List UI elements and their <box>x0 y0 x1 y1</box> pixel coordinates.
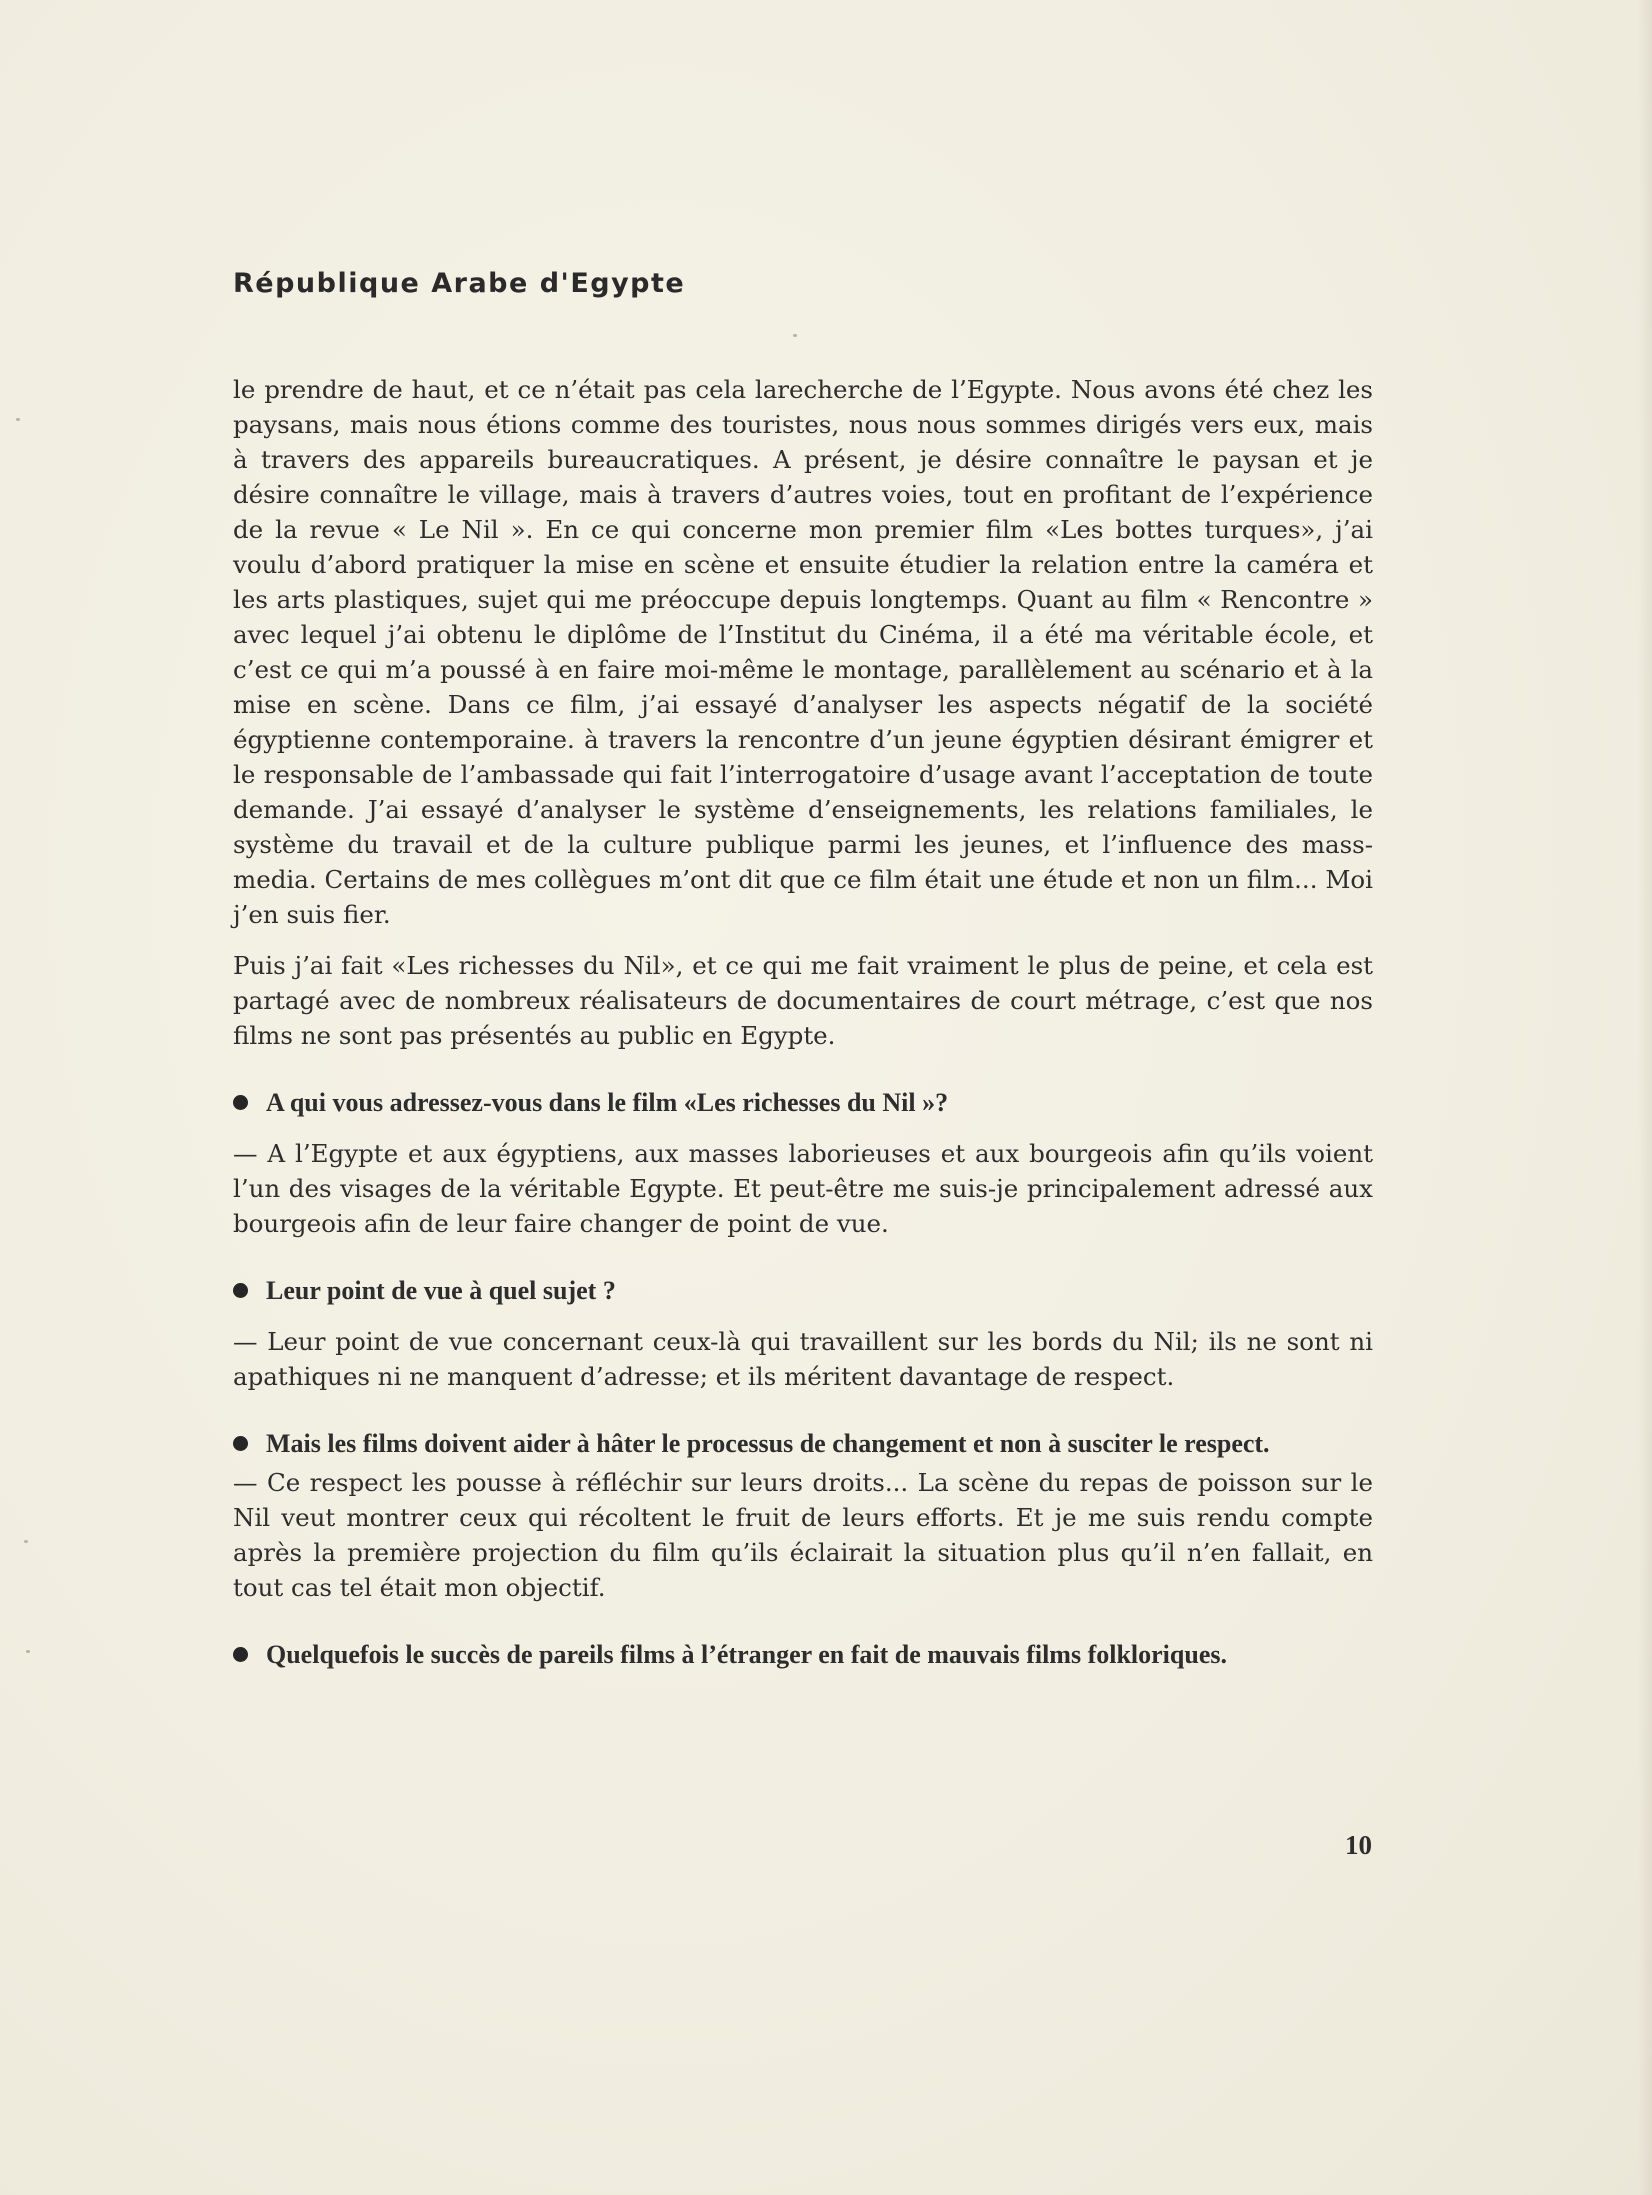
paper-speck <box>793 334 797 337</box>
paper-speck <box>16 418 20 421</box>
bullet-icon <box>233 1095 248 1110</box>
question-text: Quelquefois le succès de pareils films à l’étranger en fait de mauvais films folkloriques. <box>266 1640 1227 1669</box>
answer-paragraph: — Ce respect les pousse à réfléchir sur leurs droits... La scène du repas de poisson sur le Nil veut montrer ceux qui récoltent le fruit de leurs efforts. Et je me suis rendu compte après la première projection du film qu’ils éclairait la situation plus qu’il n’en fallait, en tout cas tel était mon objectif. <box>233 1468 1373 1602</box>
bullet-icon <box>233 1647 248 1662</box>
answer-paragraph: — A l’Egypte et aux égyptiens, aux masses laborieuses et aux bourgeois afin qu’ils voient l’un des visages de la véritable Egypte. Et peut-être me suis-je principalement adressé aux bourgeois afin de leur faire changer de point de vue. <box>233 1139 1373 1238</box>
answer-paragraph: le prendre de haut, et ce n’était pas cela larecherche de l’Egypte. Nous avons été chez les paysans, mais nous étions comme des touristes, nous nous sommes dirigés vers eux, mais à travers des appareils bureaucratiques. A présent, je désire connaître le paysan et je désire connaître le village, mais à travers d’autres voies, tout en profitant de l’expérience de la revue « Le Nil ». En ce qui concerne mon premier film «Les bottes turques», j’ai voulu d’abord pratiquer la mise en scène et ensuite étudier la relation entre la caméra et les arts plastiques, sujet qui me préoccupe depuis longtemps. Quant au film « Rencontre » avec lequel j’ai obtenu le diplôme de l’Institut du Cinéma, il a été ma véritable école, et c’est ce qui m’a poussé à en faire moi-même le montage, parallèlement au scénario et à la mise en scène. Dans ce film, j’ai essayé d’analyser les aspects négatif de la société égyptienne contemporaine. à travers la rencontre d’un jeune égyptien désirant émigrer et le responsable de l’ambassade qui fait l’interrogatoire d’usage avant l’acceptation de toute demande. J’ai essayé d’analyser le système d’enseignements, les relations familiales, le système du travail et de la culture publique parmi les jeunes, et l’influence des mass-media. Certains de mes collègues m’ont dit que ce film était une étude et non un film... Moi j’en suis fier. <box>233 375 1373 929</box>
bullet-icon <box>233 1436 248 1451</box>
answer-paragraph: — Leur point de vue concernant ceux-là qui travaillent sur les bords du Nil; ils ne sont ni apathiques ni ne manquent d’adresse; et ils méritent davantage de respect. <box>233 1327 1373 1391</box>
question-paragraph <box>233 1085 1373 1120</box>
question-paragraph <box>233 1637 1373 1672</box>
question-text: A qui vous adressez-vous dans le film «Les richesses du Nil »? <box>266 1088 949 1117</box>
paper-speck <box>24 1540 28 1543</box>
running-head: République Arabe d'Egypte <box>233 268 686 299</box>
question-paragraph <box>233 1273 1373 1308</box>
question-text: Mais les films doivent aider à hâter le processus de changement et non à susciter le respect. <box>266 1429 1270 1458</box>
page-edge-shadow <box>1638 0 1652 2195</box>
answer-paragraph: Puis j’ai fait «Les richesses du Nil», et ce qui me fait vraiment le plus de peine, et cela est partagé avec de nombreux réalisateurs de documentaires de court métrage, c’est que nos films ne sont pas présentés au public en Egypte. <box>233 951 1373 1050</box>
bullet-icon <box>233 1283 248 1298</box>
question-text: Leur point de vue à quel sujet ? <box>266 1276 616 1305</box>
paper-speck <box>26 1650 30 1653</box>
question-paragraph <box>233 1426 1373 1461</box>
interview-text <box>233 372 1373 1688</box>
page-number: 10 <box>1345 1830 1372 1860</box>
